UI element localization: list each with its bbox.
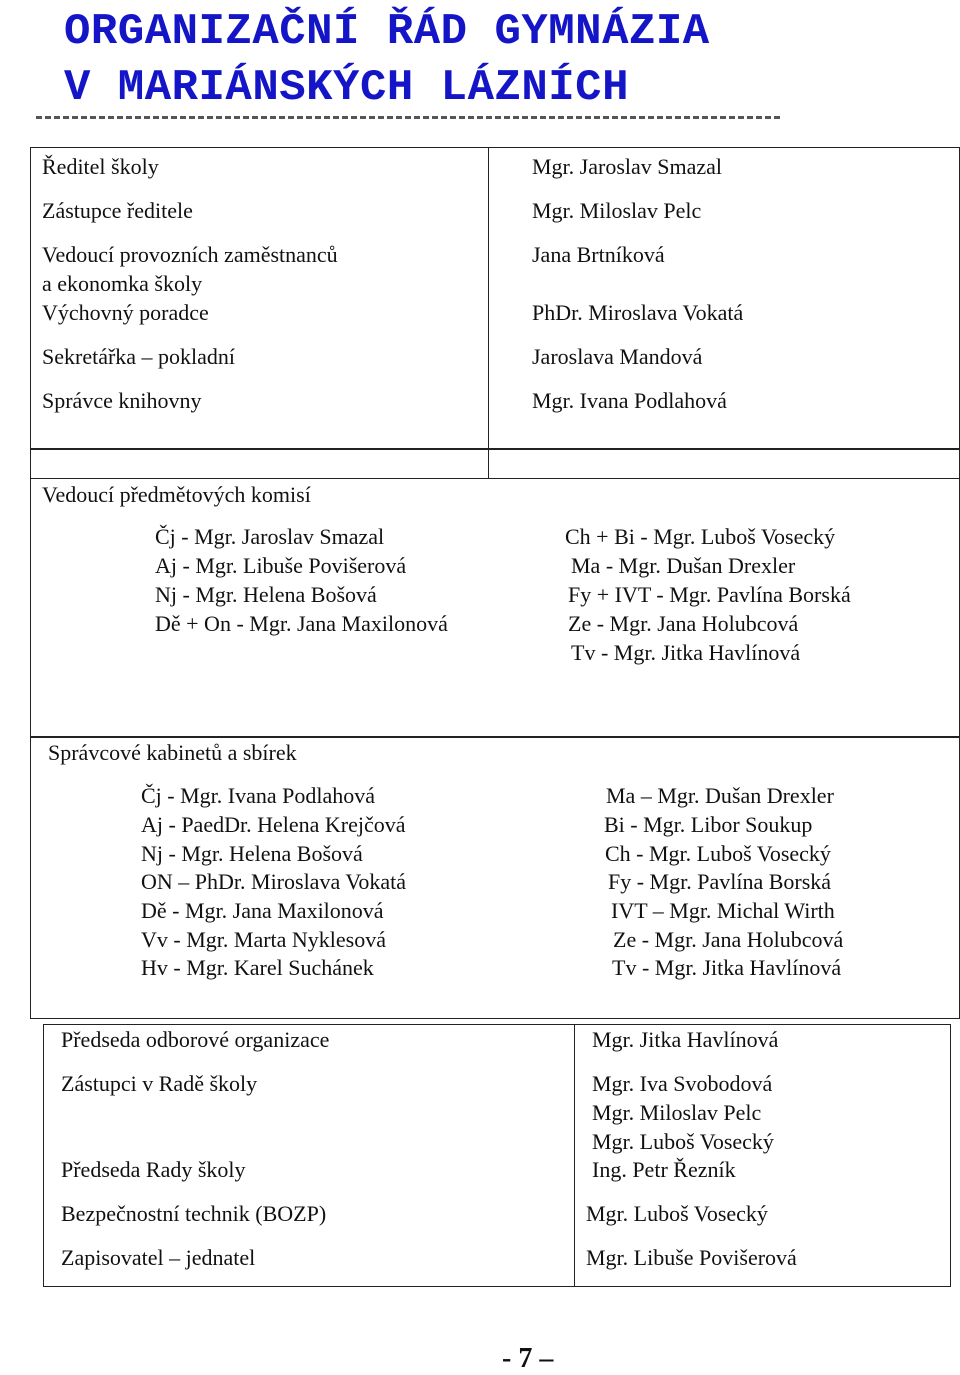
role-clerk: Zapisovatel – jednatel — [61, 1245, 256, 1270]
committee-right-item: Ze - Mgr. Jana Holubcová — [568, 611, 799, 636]
role-deputy: Zástupce ředitele — [42, 198, 193, 223]
management-column-divider — [488, 147, 489, 449]
role-librarian: Správce knihovny — [42, 388, 202, 413]
document-title-line-1: ORGANIZAČNÍ ŘÁD GYMNÁZIA — [64, 7, 710, 57]
bottom-table-divider — [574, 1024, 575, 1287]
title-dashed-underline — [36, 116, 780, 119]
page-number: - 7 – — [502, 1343, 554, 1374]
role-counselor: Výchovný poradce — [42, 300, 209, 325]
cabinet-right-item: Ma – Mgr. Dušan Drexler — [606, 783, 834, 808]
cabinet-right-item: Bi - Mgr. Libor Soukup — [604, 812, 813, 837]
name-operations-head: Jana Brtníková — [532, 242, 665, 267]
committee-right-item: Ma - Mgr. Dušan Drexler — [571, 553, 796, 578]
name-clerk: Mgr. Libuše Povišerová — [586, 1245, 797, 1270]
committee-right-item: Fy + IVT - Mgr. Pavlína Borská — [568, 582, 851, 607]
committees-heading: Vedoucí předmětových komisí — [42, 482, 311, 507]
committee-left-item: Aj - Mgr. Libuše Povišerová — [155, 553, 407, 578]
role-safety-technician: Bezpečnostní technik (BOZP) — [61, 1201, 327, 1226]
cabinet-right-item: IVT – Mgr. Michal Wirth — [611, 898, 835, 923]
cabinet-left-item: Nj - Mgr. Helena Bošová — [141, 841, 363, 866]
document-title-line-2: V MARIÁNSKÝCH LÁZNÍCH — [64, 63, 629, 113]
cabinets-heading: Správcové kabinetů a sbírek — [48, 740, 297, 765]
cabinet-left-item: Čj - Mgr. Ivana Podlahová — [141, 783, 376, 808]
committee-right-item: Ch + Bi - Mgr. Luboš Vosecký — [565, 524, 836, 549]
cabinet-right-item: Fy - Mgr. Pavlína Borská — [608, 869, 832, 894]
role-council-chair: Předseda Rady školy — [61, 1157, 246, 1182]
name-council-chair: Ing. Petr Řezník — [592, 1157, 736, 1182]
committees-header-strip — [30, 449, 960, 479]
committee-left-item: Dě + On - Mgr. Jana Maxilonová — [155, 611, 448, 636]
cabinet-left-item: Hv - Mgr. Karel Suchánek — [141, 955, 374, 980]
cabinet-left-item: ON – PhDr. Miroslava Vokatá — [141, 869, 407, 894]
name-director: Mgr. Jaroslav Smazal — [532, 154, 723, 179]
name-counselor: PhDr. Miroslava Vokatá — [532, 300, 744, 325]
name-union-chair: Mgr. Jitka Havlínová — [592, 1027, 779, 1052]
cabinet-left-item: Aj - PaedDr. Helena Krejčová — [141, 812, 406, 837]
name-safety-technician: Mgr. Luboš Vosecký — [586, 1201, 768, 1226]
cabinet-right-item: Tv - Mgr. Jitka Havlínová — [612, 955, 842, 980]
committee-left-item: Čj - Mgr. Jaroslav Smazal — [155, 524, 385, 549]
cabinet-left-item: Vv - Mgr. Marta Nyklesová — [141, 927, 387, 952]
role-union-chair: Předseda odborové organizace — [61, 1027, 330, 1052]
role-operations-head: Vedoucí provozních zaměstnanců — [42, 242, 338, 267]
name-deputy: Mgr. Miloslav Pelc — [532, 198, 702, 223]
cabinet-right-item: Ch - Mgr. Luboš Vosecký — [605, 841, 831, 866]
role-secretary: Sekretářka – pokladní — [42, 344, 236, 369]
name-council-rep: Mgr. Luboš Vosecký — [592, 1129, 774, 1154]
cabinet-right-item: Ze - Mgr. Jana Holubcová — [613, 927, 844, 952]
committee-right-item: Tv - Mgr. Jitka Havlínová — [571, 640, 801, 665]
role-council-reps: Zástupci v Radě školy — [61, 1071, 258, 1096]
name-librarian: Mgr. Ivana Podlahová — [532, 388, 727, 413]
role-director: Ředitel školy — [42, 154, 159, 179]
name-secretary: Jaroslava Mandová — [532, 344, 703, 369]
role-operations-head-line-2: a ekonomka školy — [42, 271, 203, 296]
cabinet-left-item: Dě - Mgr. Jana Maxilonová — [141, 898, 384, 923]
committee-left-item: Nj - Mgr. Helena Bošová — [155, 582, 377, 607]
name-council-rep: Mgr. Miloslav Pelc — [592, 1100, 762, 1125]
name-council-rep: Mgr. Iva Svobodová — [592, 1071, 773, 1096]
